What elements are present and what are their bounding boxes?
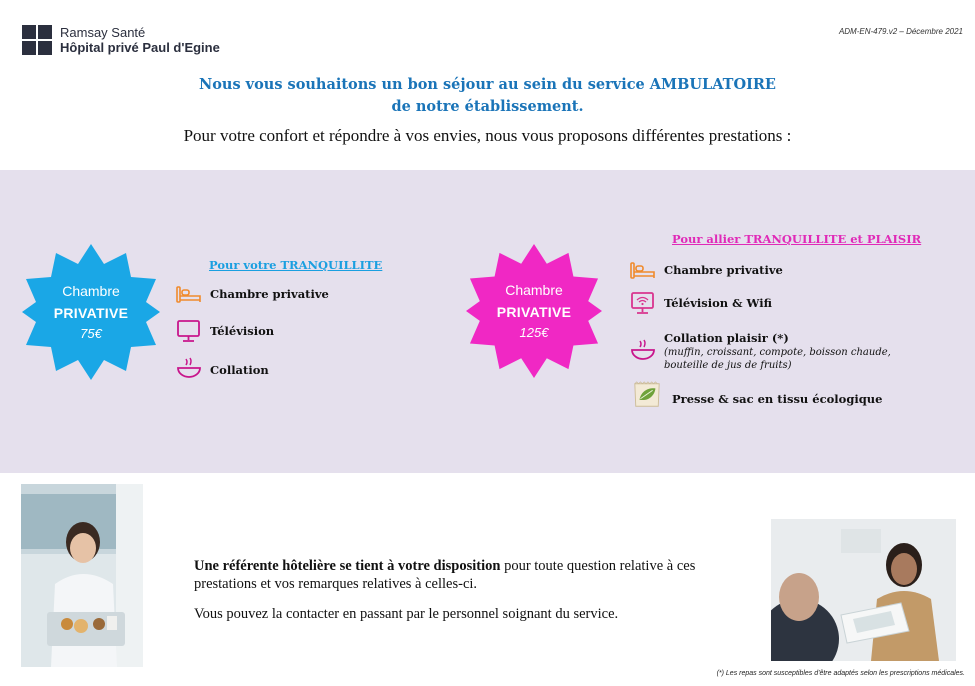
bowl-icon [176,356,202,380]
offer2-item [630,330,924,372]
badge-room-type: PRIVATIVE [53,305,129,321]
tv-wifi-icon [630,291,656,315]
eco-bag-icon [630,380,664,410]
item-label: Presse & sac en tissu écologique [672,392,883,406]
offer2-badge [465,244,603,378]
ramsay-logo-icon [22,25,52,55]
offer2-title: Pour allier TRANQUILLITE et PLAISIR [672,232,922,246]
badge-price: 125€ [519,325,549,340]
hospital-name: Hôpital privé Paul d'Egine [60,40,220,55]
bowl-icon [630,338,656,362]
badge-label: Chambre [62,283,120,299]
offer1-item [176,282,329,306]
item-label: Télévision & Wifi [664,296,772,310]
badge-room-type: PRIVATIVE [496,304,572,320]
item-label: Collation [210,363,269,377]
hostess-photo [21,484,143,667]
contact-paragraph: Vous pouvez la contacter en passant par le personnel soignant du service. [194,606,619,622]
item-note: (muffin, croissant, compote, boisson chaude, bouteille de jus de fruits) [664,347,891,371]
brand-name: Ramsay Santé [60,25,146,40]
item-label: Télévision [210,324,275,338]
item-label: Chambre privative [210,287,329,301]
offer2-item [630,380,882,410]
item-label: Collation plaisir (*) [664,331,789,345]
headline-line1: Nous vous souhaitons un bon séjour au sein du service AMBULATOIRE [199,76,776,93]
offer2-item [630,258,783,282]
item-label: Chambre privative [664,263,783,277]
referent-bold: Une référente hôtelière se tient à votre disposition [194,558,501,574]
badge-label: Chambre [505,282,563,298]
bed-icon [630,258,656,282]
offer2-item [630,291,772,315]
headline [0,74,975,118]
hospital-logo [22,25,220,55]
referent-rest: pour toute question relative à ces prestations et vos remarques relatives à celles-ci. [194,558,696,592]
badge-price: 75€ [80,326,102,341]
offer1-item [176,319,274,343]
offer1-item [176,356,269,380]
referent-text [194,557,724,635]
intro-text: Pour votre confort et répondre à vos envies, nous vous proposons différentes prestations : [183,126,792,145]
bed-icon [176,282,202,306]
tv-icon [176,319,202,343]
document-reference: ADM-EN-479.v2 – Décembre 2021 [838,27,963,36]
offer1-badge [22,244,160,380]
headline-line2: de notre établissement. [391,98,584,115]
footnote: (*) Les repas sont susceptibles d'être adaptés selon les prescriptions médicales. [716,670,965,677]
referent-paragraph [194,557,724,593]
offer1-title: Pour votre TRANQUILLITE [209,258,383,272]
reception-photo [771,519,956,661]
